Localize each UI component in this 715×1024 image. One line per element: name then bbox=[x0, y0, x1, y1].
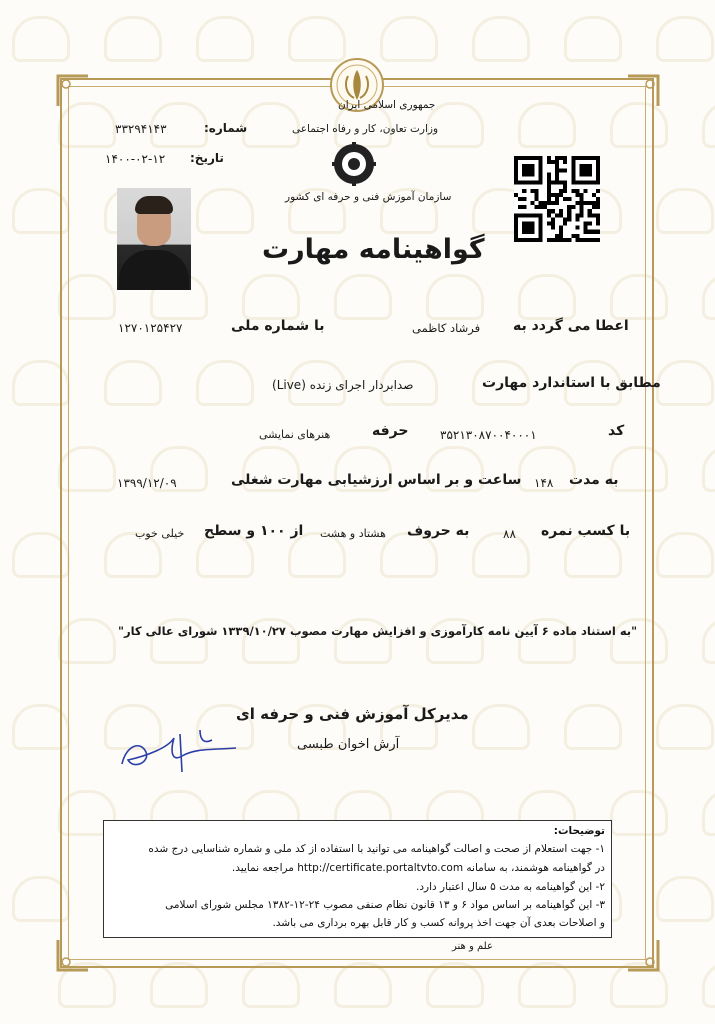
note-line-3: ۲- این گواهینامه به مدت ۵ سال اعتبار دارد. bbox=[416, 881, 605, 893]
note-line-5: و اصلاحات بعدی آن جهت اخذ پروانه کسب و کار قابل بهره برداری می باشد. bbox=[272, 917, 605, 929]
certificate-title: گواهینامه مهارت bbox=[262, 234, 485, 265]
national-id-value: ۱۲۷۰۱۲۵۴۲۷ bbox=[118, 321, 183, 335]
trade-value: هنرهای نمایشی bbox=[259, 428, 331, 441]
number-label: شماره: bbox=[204, 121, 248, 135]
corner-ornament-bottom-right bbox=[626, 938, 660, 972]
signatory-name: آرش اخوان طبسی bbox=[297, 737, 400, 752]
national-id-label: با شماره ملی bbox=[231, 318, 325, 334]
note-line-1: ۱- جهت استعلام از صحت و اصالت گواهینامه می توانید با استفاده از کد ملی و شماره شناسایی درج شده bbox=[148, 843, 605, 855]
number-value: ۳۳۲۹۴۱۴۳ bbox=[115, 122, 167, 136]
awarded-label: اعطا می گردد به bbox=[513, 318, 629, 334]
note-line-4: ۳- این گواهینامه بر اساس مواد ۶ و ۱۳ قانون نظام صنفی مصوب ۲۴-۱۲-۱۳۸۲ مجلس شورای اسلامی bbox=[165, 899, 605, 911]
corner-ornament-top-left bbox=[56, 74, 90, 108]
country-name: جمهوری اسلامی ایران bbox=[338, 99, 436, 111]
score-label: با کسب نمره bbox=[541, 523, 631, 539]
date-label: تاریخ: bbox=[190, 151, 224, 165]
standard-label: مطابق با استاندارد مهارت bbox=[482, 375, 661, 391]
out-of-label: از ۱۰۰ و سطح bbox=[204, 523, 304, 539]
score-value: ۸۸ bbox=[503, 527, 516, 541]
footer-note: علم و هنر bbox=[452, 941, 493, 952]
qr-code bbox=[514, 156, 600, 242]
notes-heading: توضیحات: bbox=[553, 825, 605, 837]
corner-ornament-bottom-left bbox=[56, 938, 90, 972]
tvto-logo-icon bbox=[332, 142, 376, 186]
handwritten-signature bbox=[116, 726, 266, 778]
signatory-title: مدیرکل آموزش فنی و حرفه ای bbox=[236, 705, 469, 723]
evaluation-date: ۱۳۹۹/۱۲/۰۹ bbox=[117, 476, 177, 490]
level-value: خیلی خوب bbox=[135, 527, 185, 540]
corner-ornament-top-right bbox=[626, 74, 660, 108]
holder-name: فرشاد کاظمی bbox=[412, 321, 481, 335]
in-words-label: به حروف bbox=[407, 523, 470, 539]
organization-name: سازمان آموزش فنی و حرفه ای کشور bbox=[285, 191, 452, 203]
trade-label: حرفه bbox=[372, 423, 409, 439]
standard-value: صدابردار اجرای زنده (Live) bbox=[272, 378, 414, 392]
in-words-value: هشتاد و هشت bbox=[320, 527, 386, 540]
note-line-2: در گواهینامه هوشمند، به سامانه http://certificate.portaltvto.com مراجعه نمایید. bbox=[231, 862, 605, 874]
notes-box bbox=[103, 820, 612, 938]
hours-label: ساعت و بر اساس ارزشیابی مهارت شغلی bbox=[231, 472, 522, 488]
holder-photo bbox=[117, 188, 191, 290]
regulation-statement: "به استناد ماده ۶ آیین نامه کارآموزی و افزایش مهارت مصوب ۱۳۳۹/۱۰/۲۷ شورای عالی کار" bbox=[118, 624, 638, 638]
code-label: کد bbox=[608, 423, 625, 439]
date-value: ۱۴۰۰-۰۲-۱۲ bbox=[105, 152, 166, 166]
code-value: ۳۵۲۱۳۰۸۷۰۰۴۰۰۰۱ bbox=[440, 428, 537, 442]
duration-label: به مدت bbox=[569, 472, 619, 488]
ministry-name: وزارت تعاون، کار و رفاه اجتماعی bbox=[292, 123, 439, 135]
duration-value: ۱۴۸ bbox=[534, 476, 554, 490]
